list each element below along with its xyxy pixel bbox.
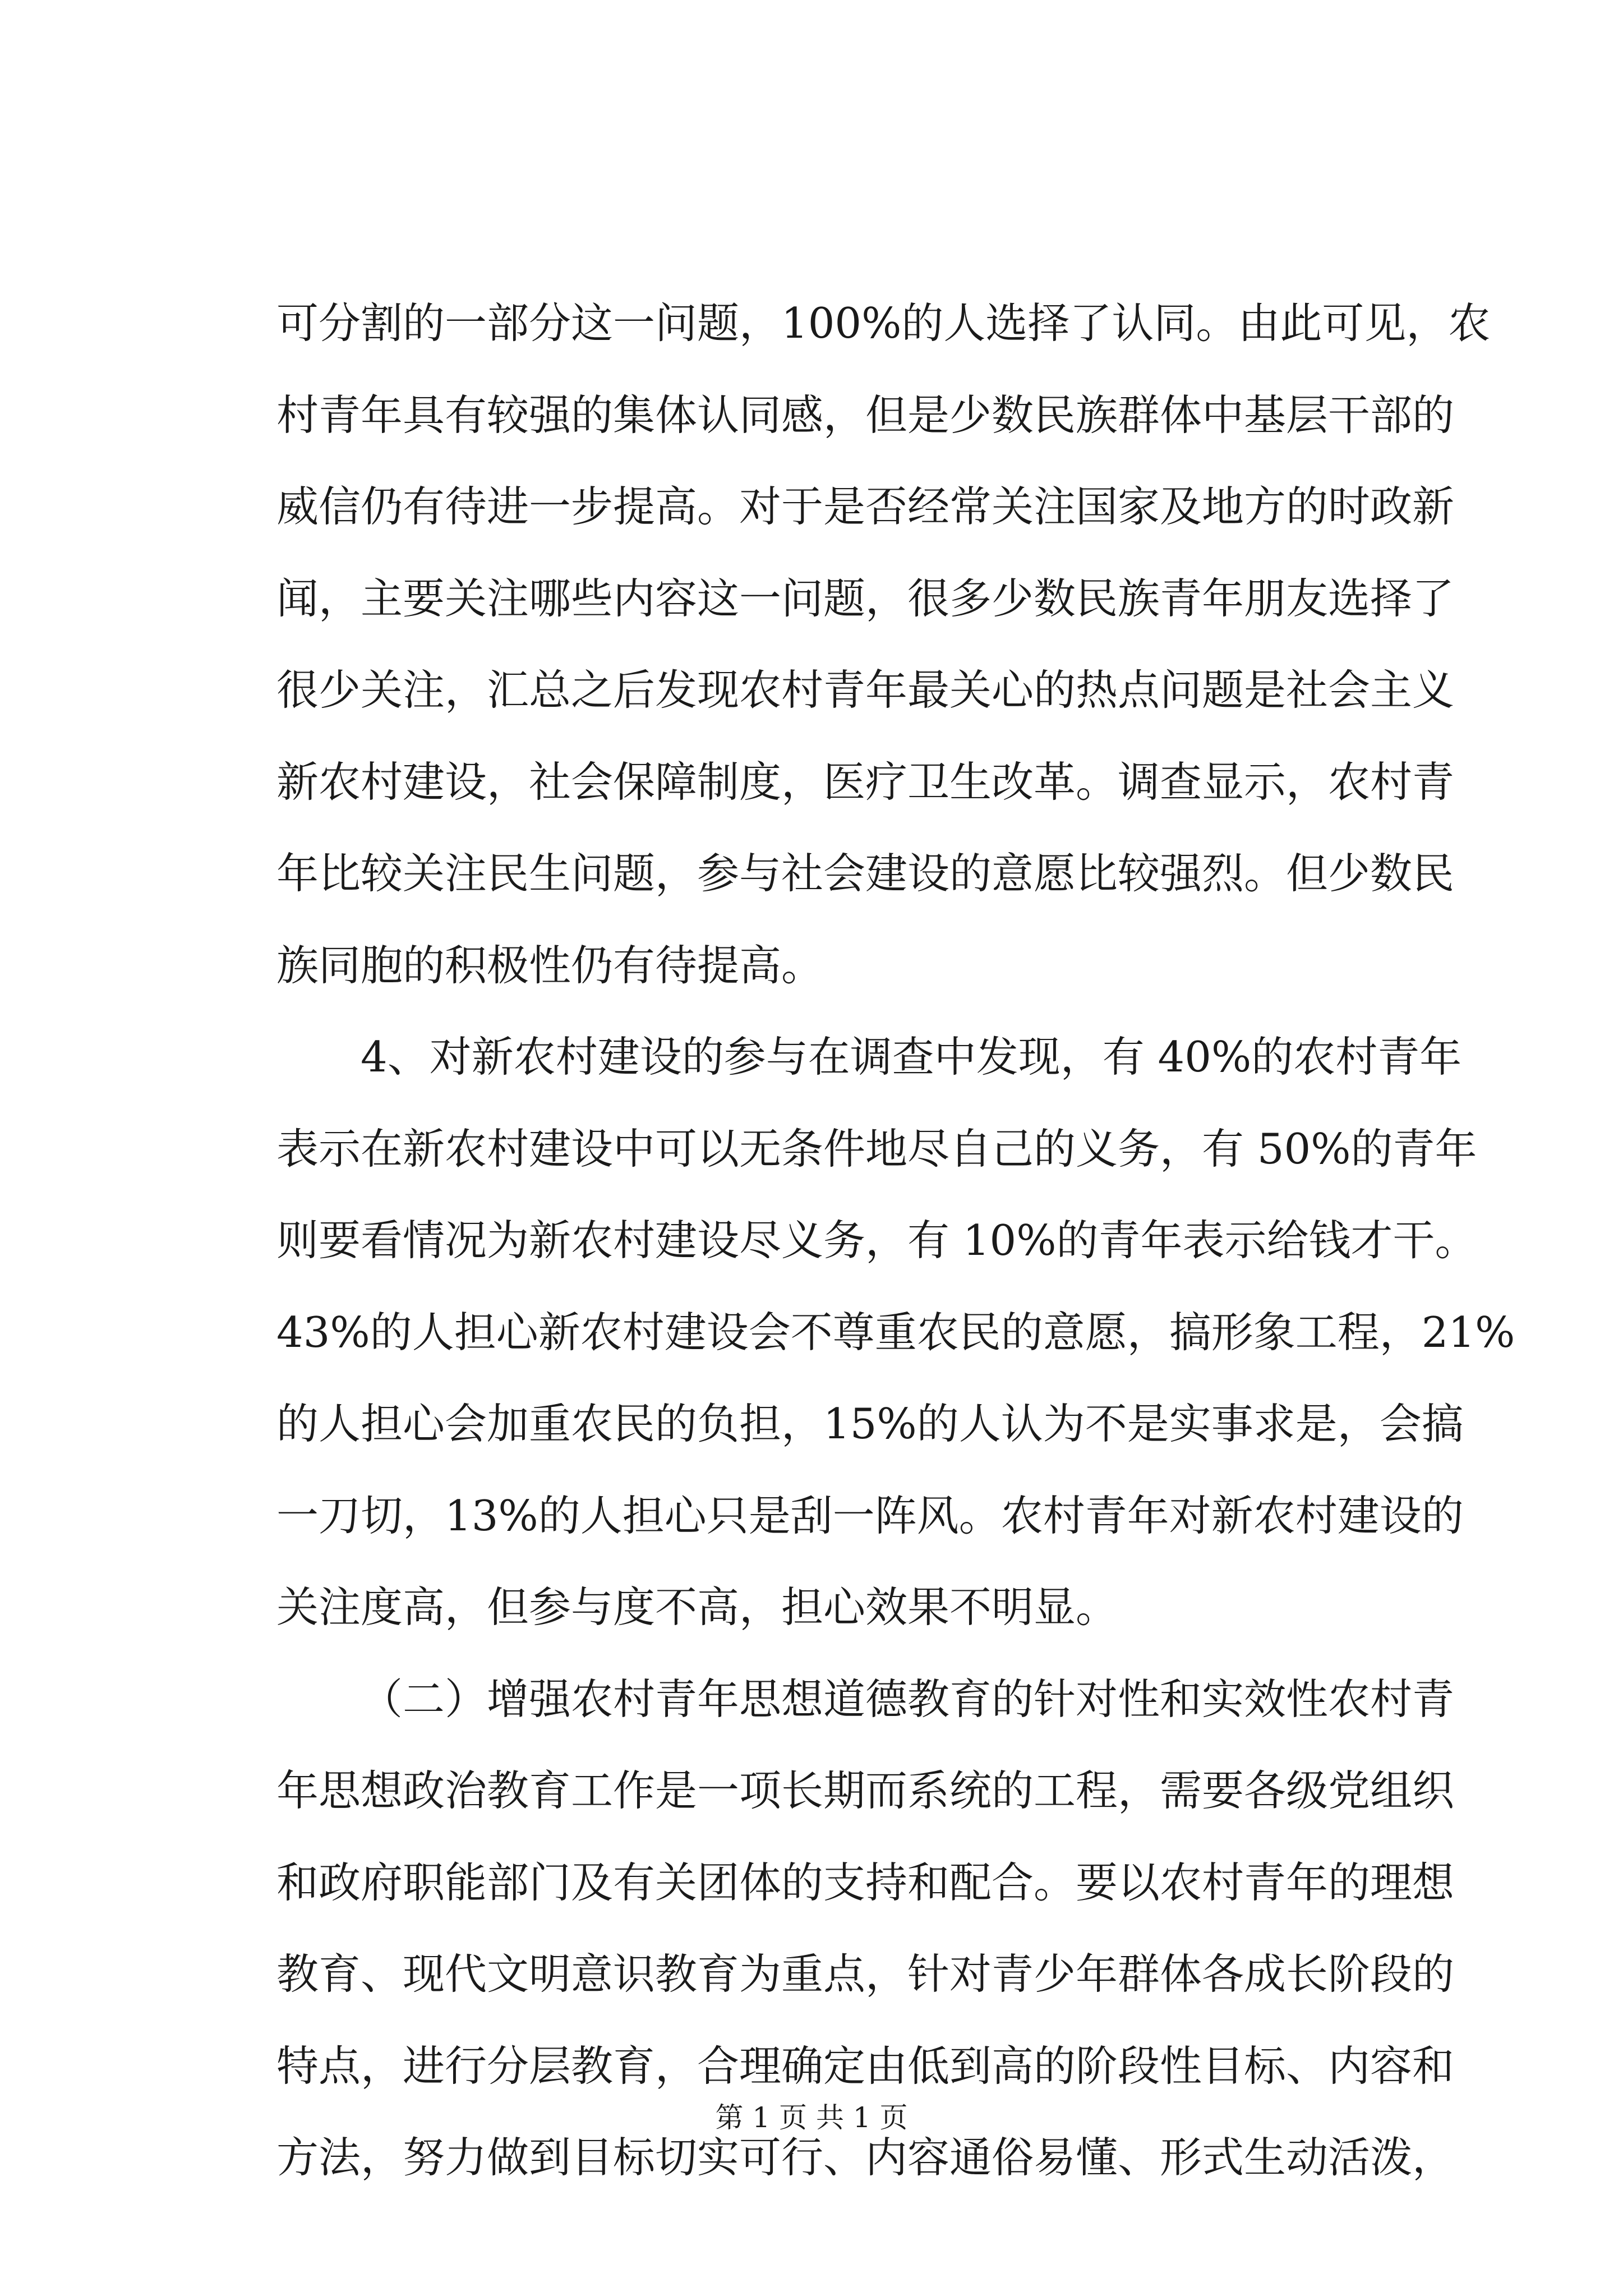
text-line: 43%的人担心新农村建设会不尊重农民的意愿，搞形象工程，21% (276, 1307, 1515, 1357)
text-line: 年比较关注民生问题，参与社会建设的意愿比较强烈。但少数民 (276, 849, 1455, 898)
text-line: 新农村建设，社会保障制度，医疗卫生改革。调查显示，农村青 (276, 757, 1455, 807)
text-line: 关注度高，但参与度不高，担心效果不明显。 (276, 1582, 1118, 1632)
text-line: 族同胞的积极性仍有待提高。 (276, 940, 824, 990)
text-line: 和政府职能部门及有关团体的支持和配合。要以农村青年的理想 (276, 1857, 1455, 1907)
text-line: 教育、现代文明意识教育为重点，针对青少年群体各成长阶段的 (276, 1949, 1455, 1999)
document-body (276, 278, 1515, 2204)
text-line: 4、对新农村建设的参与在调查中发现，有 40%的农村青年 (361, 1032, 1462, 1082)
text-line: （二）增强农村青年思想道德教育的针对性和实效性农村青 (361, 1674, 1455, 1724)
text-line: 特点，进行分层教育，合理确定由低到高的阶段性目标、内容和 (276, 2041, 1455, 2091)
text-line: 很少关注，汇总之后发现农村青年最关心的热点问题是社会主义 (276, 665, 1455, 715)
paragraph-2 (276, 1011, 1515, 1654)
text-line: 方法，努力做到目标切实可行、内容通俗易懂、形式生动活泼， (276, 2133, 1455, 2182)
text-line: 表示在新农村建设中可以无条件地尽自己的义务，有 50%的青年 (276, 1124, 1477, 1174)
text-line: 的人担心会加重农民的负担，15%的人认为不是实事求是，会搞 (276, 1399, 1464, 1448)
text-line: 可分割的一部分这一问题，100%的人选择了认同。由此可见，农 (276, 298, 1491, 348)
text-line: 威信仍有待进一步提高。对于是否经常关注国家及地方的时政新 (276, 482, 1455, 531)
text-line: 闻，主要关注哪些内容这一问题，很多少数民族青年朋友选择了 (276, 573, 1455, 623)
text-line: 年思想政治教育工作是一项长期而系统的工程，需要各级党组织 (276, 1766, 1455, 1815)
page-footer: 第 1 页 共 1 页 (715, 2101, 908, 2134)
text-line: 则要看情况为新农村建设尽义务，有 10%的青年表示给钱才干。 (276, 1216, 1477, 1265)
text-line: 一刀切，13%的人担心只是刮一阵风。农村青年对新农村建设的 (276, 1490, 1464, 1540)
text-line: 村青年具有较强的集体认同感，但是少数民族群体中基层干部的 (276, 390, 1455, 440)
paragraph-1 (276, 278, 1491, 1011)
